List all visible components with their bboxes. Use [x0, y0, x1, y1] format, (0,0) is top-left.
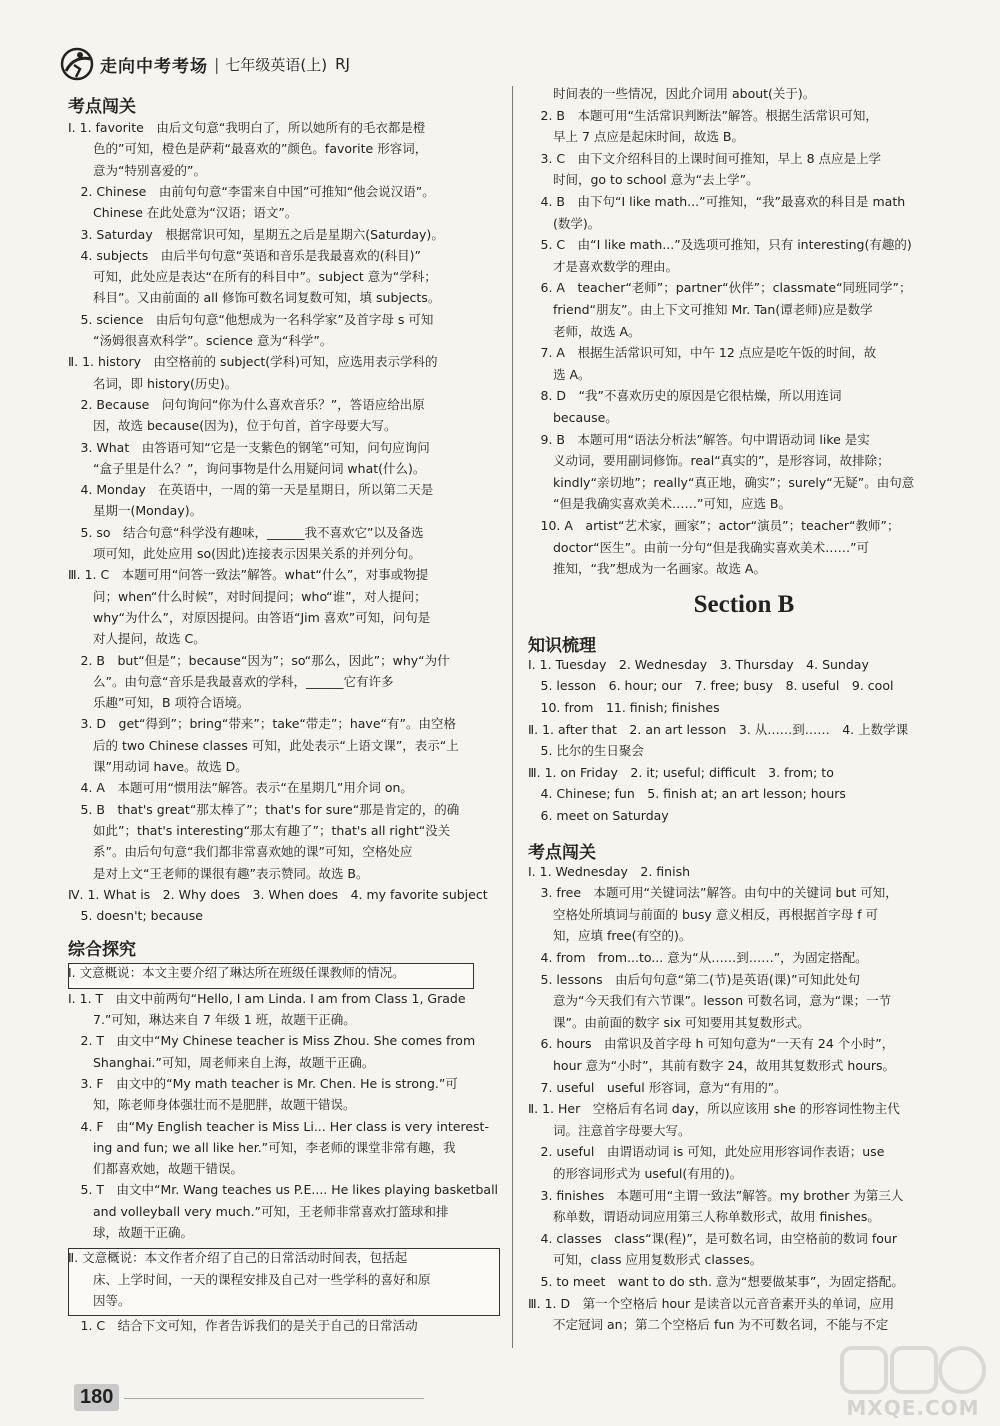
summary-line: 床、上学时间，一天的课程安排及自己对一些学科的喜好和原	[68, 1271, 431, 1287]
footer-rule	[124, 1398, 424, 1399]
summary-line: Ⅰ. 文意概说：本文主要介绍了琳达所在班级任课教师的情况。	[68, 965, 405, 981]
answer-line: 么”。由句意“音乐是我最喜欢的学科，______它有许多	[68, 673, 394, 689]
answer-line: “盒子里是什么？”，询问事物是什么用疑问词 what(什么)。	[68, 460, 426, 476]
answer-line: 空格处所填词与前面的 busy 意义相反，再根据首字母 f 可	[528, 906, 879, 922]
answer-line: 3. F 由文中的“My math teacher is Mr. Chen. He is strong.”可	[68, 1075, 458, 1091]
answer-line: 知，陈老师身体强壮而不是肥胖，故题干错误。	[68, 1097, 356, 1113]
answer-line: why“为什么”，对原因提问。由答语“Jim 喜欢”可知，问句是	[68, 609, 431, 625]
answer-line: 知，应填 free(有空的)。	[528, 928, 692, 944]
answer-line: 项可知，此处应用 so(因此)连接表示因果关系的并列分句。	[68, 546, 421, 561]
answer-line: Ⅳ. 1. What is 2. Why does 3. When does 4. my favorite subject	[68, 886, 488, 902]
section-heading: 知识梳理	[528, 635, 596, 656]
answer-line: 2. T 由文中“My Chinese teacher is Miss Zhou. She comes from	[68, 1033, 476, 1049]
answer-line: 5. 比尔的生日聚会	[528, 743, 644, 759]
runner-logo-icon	[60, 47, 94, 81]
header-separator: |	[214, 54, 220, 74]
answer-line: 球，故题干正确。	[68, 1225, 194, 1240]
answer-line: 星期一(Monday)。	[68, 503, 203, 519]
answer-line: Ⅲ. 1. D 第一个空格后 hour 是读音以元音音素开头的单词，应用	[528, 1295, 895, 1311]
answer-line: 2. Because 问句询问“你为什么喜欢音乐？”，答语应给出原	[68, 396, 425, 412]
answer-line: 2. B 本题可用“生活常识判断法”解答。根据生活常识可知，	[528, 107, 878, 123]
answer-line: ing and fun; we all like her.”可知，李老师的课堂非常有趣，我	[68, 1139, 456, 1155]
answer-line: 2. useful 由谓语动词 is 可知，此处应用形容词作表语；use	[528, 1144, 885, 1160]
answer-line: 课”用动词 have。故选 D。	[68, 759, 248, 774]
answer-line: 4. from from...to... 意为“从……到……”，为固定搭配。	[528, 950, 868, 965]
answer-line: 10. A artist“艺术家，画家”；actor“演员”；teacher“教师”；	[528, 518, 900, 533]
answer-line: Ⅰ. 1. favorite 由后文句意“我明白了，所以她所有的毛衣都是橙	[68, 120, 426, 135]
answer-line: 3. C 由下文介绍科目的上课时间可推知，早上 8 点应是上学	[528, 150, 882, 166]
page-header	[60, 44, 350, 84]
answer-line: because。	[528, 410, 618, 425]
brand-title: 走向中考考场	[100, 56, 208, 77]
answer-line: Ⅰ. 1. T 由文中前两句“Hello, I am Linda. I am from Class 1, Grade	[68, 990, 466, 1006]
answer-line: 6. meet on Saturday	[528, 808, 669, 823]
answer-stamp-icon	[838, 1344, 988, 1396]
answer-line: 4. Monday 在英语中，一周的第一天是星期日，所以第二天是	[68, 482, 434, 498]
answer-line: 可知，class 应用复数形式 classes。	[528, 1252, 763, 1268]
answer-line: hour 意为“小时”，其前有数字 24，故用其复数形式 hours。	[528, 1058, 896, 1073]
answer-line: 6. A teacher“老师”；partner“伙伴”；classmate“同班同学”；	[528, 280, 912, 296]
section-heading: 考点闯关	[528, 842, 596, 863]
answer-line: doctor“医生”。由前一分句“但是我确实喜欢美术……”可	[528, 539, 870, 555]
answer-line: and volleyball very much.”可知，王老师非常喜欢打篮球和排	[68, 1203, 449, 1219]
answer-line: friend“朋友”。由上下文可推知 Mr. Tan(谭老师)应是数学	[528, 302, 873, 317]
answer-line: 色的”可知，橙色是萨莉“最喜欢的”颜色。favorite 形容词，	[68, 141, 428, 157]
answer-line: Ⅲ. 1. C 本题可用“问答一致法”解答。what“什么”，对事或物提	[68, 567, 429, 583]
answer-line: 早上 7 点应是起床时间，故选 B。	[528, 129, 744, 145]
answer-line: 3. finishes 本题可用“主谓一致法”解答。my brother 为第三人	[528, 1187, 904, 1203]
answer-line: 5. lesson 6. hour; our 7. free; busy 8. useful 9. cool	[528, 678, 894, 694]
answer-line: 4. F 由“My English teacher is Miss Li... Her class is very interest-	[68, 1118, 489, 1134]
answer-line: 7.”可知，琳达来自 7 年级 1 班，故题干正确。	[68, 1012, 356, 1027]
answer-line: 8. D “我”不喜欢历史的原因是它很枯燥，所以用连词	[528, 388, 842, 404]
answer-line: 对人提问，故选 C。	[68, 631, 206, 647]
answer-line: 5. B that's great“那太棒了”；that's for sure“那是肯定的，的确	[68, 801, 460, 817]
column-divider	[512, 86, 513, 1348]
answer-line: 推知，“我”想成为一名画家。故选 A。	[528, 561, 766, 577]
answer-line: 7. A 根据生活常识可知，中午 12 点应是吃午饭的时间，故	[528, 345, 877, 361]
answer-line: 时间表的一些情况，因此介词用 about(关于)。	[528, 86, 816, 101]
answer-line: 科目”。又由前面的 all 修饰可数名词复数可知，填 subjects。	[68, 290, 441, 306]
answer-line: (数学)。	[528, 215, 601, 231]
edition-label: RJ	[335, 55, 350, 73]
answer-line: 因，故选 because(因为)，位于句首，首字母要大写。	[68, 418, 397, 434]
section-heading: 综合探究	[68, 940, 136, 961]
answer-line: Ⅱ. 1. history 由空格前的 subject(学科)可知，应选用表示学科的	[68, 354, 438, 370]
answer-line: 4. classes class“课(程)”，是可数名词，由空格前的数词 four	[528, 1230, 897, 1246]
answer-line: 3. Saturday 根据常识可知，星期五之后是星期六(Saturday)。	[68, 226, 444, 242]
answer-line: 1. C 结合下文可知，作者告诉我们的是关于自己的日常活动	[68, 1318, 418, 1334]
page-number: 180	[74, 1384, 119, 1411]
answer-line: Ⅲ. 1. on Friday 2. it; useful; difficult 3. from; to	[528, 764, 834, 780]
answer-line: 5. science 由后句句意“他想成为一名科学家”及首字母 s 可知	[68, 311, 434, 327]
answer-line: 问；when“什么时候”，对时间提问；who“谁”，对人提问；	[68, 588, 427, 604]
summary-line: 因等。	[68, 1292, 131, 1308]
answer-line: 时间，go to school 意为“去上学”。	[528, 172, 759, 188]
watermark	[838, 1344, 988, 1420]
section-title: Section B	[693, 590, 795, 618]
watermark-text: MXQE.COM	[846, 1396, 980, 1420]
answer-line: “汤姆很喜欢科学”。science 意为“科学”。	[68, 333, 333, 348]
answer-line: 4. B 由下句“I like math...”可推知，“我”最喜欢的科目是 math	[528, 194, 906, 209]
answer-line: 4. subjects 由后半句句意“英语和音乐是我最喜欢的(科目)”	[68, 247, 421, 263]
summary-line: Ⅱ. 文意概说：本文作者介绍了自己的日常活动时间表，包括起	[68, 1250, 408, 1266]
answer-line: 3. free 本题可用“关键词法”解答。由句中的关键词 but 可知，	[528, 885, 898, 901]
answer-line: 乐趣”可知，B 项符合语境。	[68, 695, 250, 711]
answer-line: 称单数，谓语动词应用第三人称单数形式，故用 finishes。	[528, 1209, 880, 1225]
section-heading: 考点闯关	[68, 97, 136, 117]
answer-line: Ⅱ. 1. after that 2. an art lesson 3. 从……到…… 4. 上数学课	[528, 721, 909, 737]
answer-line: 的形容词形式为 useful(有用的)。	[528, 1166, 743, 1181]
answer-line: 3. D get“得到”；bring“带来”；take“带走”；have“有”。由空格	[68, 716, 456, 732]
answer-line: 5. doesn't; because	[68, 908, 203, 924]
answer-line: 3. What 由答语可知“它是一支紫色的钢笔”可知，问句应询问	[68, 439, 430, 455]
answer-line: 5. T 由文中“Mr. Wang teaches us P.E.... He likes playing basketball	[68, 1182, 499, 1198]
answer-line: 老师，故选 A。	[528, 323, 641, 339]
answer-line: 4. A 本题可用“惯用法”解答。表示“在星期几”用介词 on。	[68, 780, 413, 796]
answer-line: 系”。由后句句意“我们都非常喜欢她的课”可知，空格处应	[68, 844, 413, 860]
answer-line: 才是喜欢数学的理由。	[528, 258, 679, 274]
answer-line: 课”。由前面的数字 six 可知要用其复数形式。	[528, 1014, 810, 1030]
answer-line: 2. B but“但是”；because“因为”；so“那么，因此”；why“为什	[68, 652, 450, 668]
answer-line: Ⅰ. 1. Tuesday 2. Wednesday 3. Thursday 4. Sunday	[528, 656, 869, 672]
answer-line: kindly“亲切地”；really“真正地，确实”；surely“无疑”。由句意	[528, 474, 915, 490]
answer-line: “但是我确实喜欢美术……”可知，应选 B。	[528, 496, 792, 512]
answer-line: 5. lessons 由后句句意“第二(节)是英语(课)”可知此处句	[528, 971, 861, 987]
answer-line: 们都喜欢她，故题干错误。	[68, 1161, 244, 1177]
answer-line: 如此”；that's interesting“那太有趣了”；that's all right“没关	[68, 822, 451, 838]
answer-line: 词。注意首字母要大写。	[528, 1122, 691, 1138]
answer-line: 4. Chinese; fun 5. finish at; an art lesson; hours	[528, 786, 846, 802]
answer-line: Shanghai.”可知，周老师来自上海，故题干正确。	[68, 1054, 375, 1070]
answer-line: Chinese 在此处意为“汉语；语文”。	[68, 205, 298, 221]
answer-line: 6. hours 由常识及首字母 h 可知句意为“一天有 24 个小时”，	[528, 1036, 895, 1052]
answer-line: 9. B 本题可用“语法分析法”解答。句中谓语动词 like 是实	[528, 431, 870, 447]
answer-line: 后的 two Chinese classes 可知，此处表示“上语文课”，表示“上	[68, 737, 459, 753]
answer-line: 选 A。	[528, 366, 591, 382]
answer-line: 名词，即 history(历史)。	[68, 375, 238, 391]
answer-line: 5. to meet want to do sth. 意为“想要做某事”，为固定搭配。	[528, 1274, 904, 1289]
answer-line: 意为“今天我们有六节课”。lesson 可数名词，意为“课；一节	[528, 993, 892, 1009]
answer-line: 不定冠词 an；第二个空格后 fun 为不可数名词，不能与不定	[528, 1317, 889, 1333]
answer-line: Ⅰ. 1. Wednesday 2. finish	[528, 863, 691, 879]
book-subtitle: 七年级英语(上)	[225, 55, 328, 74]
answer-line: Ⅱ. 1. Her 空格后有名词 day，所以应该用 she 的形容词性物主代	[528, 1101, 900, 1117]
answer-line: 7. useful useful 形容词，意为“有用的”。	[528, 1079, 787, 1095]
answer-line: 意为“特别喜爱的”。	[68, 162, 206, 178]
answer-line: 是对上文“王老师的课很有趣”表示赞同。故选 B。	[68, 865, 369, 881]
answer-line: 2. Chinese 由前句句意“李雷来自中国”可推知“他会说汉语”。	[68, 183, 435, 199]
answer-line: 义动词，要用副词修饰。real“真实的”，是形容词，故排除；	[528, 453, 890, 469]
answer-line: 可知，此处应是表达“在所有的科目中”。subject 意为“学科；	[68, 269, 437, 285]
answer-line: 10. from 11. finish; finishes	[528, 700, 720, 715]
answer-line: 5. so 结合句意“科学没有趣味，______我不喜欢它”以及备选	[68, 524, 424, 540]
answer-line: 5. C 由“I like math...”及选项可推知，只有 interesting(有趣的)	[528, 237, 912, 253]
